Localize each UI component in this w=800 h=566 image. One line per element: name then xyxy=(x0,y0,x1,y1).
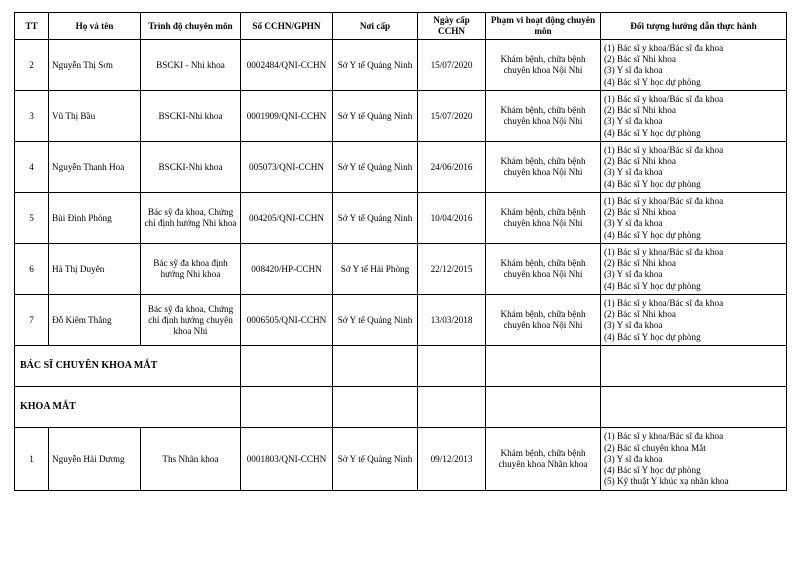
cell-objects xyxy=(601,91,787,142)
cell-scope: Khám bệnh, chữa bệnh chuyên khoa Nội Nhi xyxy=(486,193,601,244)
section-empty-cell xyxy=(333,346,418,387)
cell-tt: 7 xyxy=(15,295,49,346)
object-line: (1) Bác sĩ y khoa/Bác sĩ đa khoa xyxy=(604,298,724,308)
cell-date: 13/03/2018 xyxy=(418,295,486,346)
object-line: (2) Bác sĩ Nhi khoa xyxy=(604,54,676,65)
cell-cchn: 005073/QNI-CCHN xyxy=(241,142,333,193)
section-title: KHOA MẮT xyxy=(15,387,241,428)
cell-scope: Khám bệnh, chữa bệnh chuyên khoa Nhãn khoa xyxy=(486,428,601,491)
section-empty-cell xyxy=(241,387,333,428)
cell-place: Sở Y tế Quảng Ninh xyxy=(333,428,418,491)
cell-objects xyxy=(601,40,787,91)
object-line: (1) Bác sĩ y khoa/Bác sĩ đa khoa xyxy=(604,196,724,206)
cell-tt: 4 xyxy=(15,142,49,193)
table-header xyxy=(15,13,787,40)
cell-level: Bác sỹ đa khoa, Chứng chỉ định hướng chuyên khoa Nhi xyxy=(141,295,241,346)
table-row xyxy=(15,428,787,491)
cell-cchn: 008420/HP-CCHN xyxy=(241,244,333,295)
object-line: (2) Bác sĩ chuyên khoa Mắt xyxy=(604,442,706,453)
cell-name: Nguyễn Thị Sơn xyxy=(49,40,141,91)
cell-scope: Khám bệnh, chữa bệnh chuyên khoa Nội Nhi xyxy=(486,295,601,346)
object-line: (3) Y sĩ đa khoa xyxy=(604,116,663,127)
cell-name: Vũ Thị Bầu xyxy=(49,91,141,142)
object-line: (3) Y sĩ đa khoa xyxy=(604,218,663,229)
object-line: (4) Bác sĩ Y học dự phòng xyxy=(604,331,701,342)
cell-cchn: 0006505/QNI-CCHN xyxy=(241,295,333,346)
cell-cchn: 0002484/QNI-CCHN xyxy=(241,40,333,91)
object-line: (1) Bác sĩ y khoa/Bác sĩ đa khoa xyxy=(604,43,724,53)
object-line: (1) Bác sĩ y khoa/Bác sĩ đa khoa xyxy=(604,94,724,104)
section-empty-cell xyxy=(601,387,787,428)
object-line: (2) Bác sĩ Nhi khoa xyxy=(604,309,676,320)
cell-date: 22/12/2015 xyxy=(418,244,486,295)
cell-scope: Khám bệnh, chữa bệnh chuyên khoa Nội Nhi xyxy=(486,40,601,91)
cell-tt: 5 xyxy=(15,193,49,244)
object-line: (4) Bác sĩ Y học dự phòng xyxy=(604,127,701,138)
cell-level: BSCKI-Nhi khoa xyxy=(141,91,241,142)
cell-name: Hà Thị Duyên xyxy=(49,244,141,295)
cell-level: BSCKI-Nhi khoa xyxy=(141,142,241,193)
object-line: (2) Bác sĩ Nhi khoa xyxy=(604,207,676,218)
cell-place: Sở Y tế Quảng Ninh xyxy=(333,295,418,346)
table-row xyxy=(15,295,787,346)
object-line: (2) Bác sĩ Nhi khoa xyxy=(604,105,676,116)
section-row xyxy=(15,346,787,387)
object-line: (4) Bác sĩ Y học dự phòng xyxy=(604,465,701,476)
column-header-scope: Phạm vi hoạt động chuyên môn xyxy=(486,13,601,40)
object-line: (1) Bác sĩ y khoa/Bác sĩ đa khoa xyxy=(604,431,724,442)
table-body xyxy=(15,40,787,491)
object-line: (4) Bác sĩ Y học dự phòng xyxy=(604,76,701,87)
object-line: (2) Bác sĩ Nhi khoa xyxy=(604,156,676,167)
cell-name: Bùi Đình Phòng xyxy=(49,193,141,244)
column-header-objects: Đối tượng hướng dẫn thực hành xyxy=(601,13,787,40)
column-header-name: Họ và tên xyxy=(49,13,141,40)
cell-tt: 3 xyxy=(15,91,49,142)
table-row xyxy=(15,193,787,244)
object-line: (1) Bác sĩ y khoa/Bác sĩ đa khoa xyxy=(604,145,724,155)
cell-place: Sở Y tế Quảng Ninh xyxy=(333,91,418,142)
cell-level: BSCKI - Nhi khoa xyxy=(141,40,241,91)
table-row xyxy=(15,142,787,193)
cell-scope: Khám bệnh, chữa bệnh chuyên khoa Nội Nhi xyxy=(486,142,601,193)
object-line: (4) Bác sĩ Y học dự phòng xyxy=(604,280,701,291)
cell-objects xyxy=(601,295,787,346)
section-empty-cell xyxy=(418,387,486,428)
cell-name: Nguyễn Thanh Hoa xyxy=(49,142,141,193)
cell-tt: 2 xyxy=(15,40,49,91)
object-line: (2) Bác sĩ Nhi khoa xyxy=(604,258,676,269)
cell-name: Đỗ Kiêm Thắng xyxy=(49,295,141,346)
table-row xyxy=(15,244,787,295)
column-header-level: Trình độ chuyên môn xyxy=(141,13,241,40)
object-line: (4) Bác sĩ Y học dự phòng xyxy=(604,229,701,240)
cell-scope: Khám bệnh, chữa bệnh chuyên khoa Nội Nhi xyxy=(486,244,601,295)
column-header-place: Nơi cấp xyxy=(333,13,418,40)
cell-cchn: 0001803/QNI-CCHN xyxy=(241,428,333,491)
object-line: (1) Bác sĩ y khoa/Bác sĩ đa khoa xyxy=(604,247,724,257)
object-line: (3) Y sĩ đa khoa xyxy=(604,167,663,178)
cell-date: 15/07/2020 xyxy=(418,40,486,91)
cell-name: Nguyễn Hải Dương xyxy=(49,428,141,491)
section-empty-cell xyxy=(241,346,333,387)
cell-level: Bác sỹ đa khoa, Chứng chỉ định hướng Nhi khoa xyxy=(141,193,241,244)
section-empty-cell xyxy=(486,387,601,428)
cell-date: 15/07/2020 xyxy=(418,91,486,142)
object-line: (3) Y sĩ đa khoa xyxy=(604,320,663,331)
column-header-date: Ngày cấp CCHN xyxy=(418,13,486,40)
object-line: (3) Y sĩ đa khoa xyxy=(604,269,663,280)
column-header-tt: TT xyxy=(15,13,49,40)
cell-objects xyxy=(601,193,787,244)
section-row xyxy=(15,387,787,428)
section-empty-cell xyxy=(333,387,418,428)
cell-level: Ths Nhãn khoa xyxy=(141,428,241,491)
cell-place: Sở Y tế Quảng Ninh xyxy=(333,193,418,244)
cell-scope: Khám bệnh, chữa bệnh chuyên khoa Nội Nhi xyxy=(486,91,601,142)
cell-date: 24/06/2016 xyxy=(418,142,486,193)
cell-cchn: 0001909/QNI-CCHN xyxy=(241,91,333,142)
practitioner-table xyxy=(14,12,787,491)
object-line: (4) Bác sĩ Y học dự phòng xyxy=(604,178,701,189)
section-empty-cell xyxy=(418,346,486,387)
object-line: (5) Kỹ thuật Y khúc xạ nhãn khoa xyxy=(604,476,729,487)
cell-place: Sở Y tế Hải Phòng xyxy=(333,244,418,295)
section-empty-cell xyxy=(601,346,787,387)
cell-place: Sở Y tế Quảng Ninh xyxy=(333,40,418,91)
cell-date: 10/04/2016 xyxy=(418,193,486,244)
cell-objects xyxy=(601,428,787,491)
table-header-row xyxy=(15,13,787,40)
column-header-cchn: Số CCHN/GPHN xyxy=(241,13,333,40)
section-empty-cell xyxy=(486,346,601,387)
object-line: (3) Y sĩ đa khoa xyxy=(604,453,663,464)
cell-cchn: 004205/QNI-CCHN xyxy=(241,193,333,244)
cell-tt: 1 xyxy=(15,428,49,491)
cell-objects xyxy=(601,142,787,193)
cell-objects xyxy=(601,244,787,295)
table-row xyxy=(15,91,787,142)
cell-date: 09/12/2013 xyxy=(418,428,486,491)
cell-tt: 6 xyxy=(15,244,49,295)
section-title: BÁC SĨ CHUYÊN KHOA MẮT xyxy=(15,346,241,387)
object-line: (3) Y sĩ đa khoa xyxy=(604,65,663,76)
cell-place: Sở Y tế Quảng Ninh xyxy=(333,142,418,193)
cell-level: Bác sỹ đa khoa định hướng Nhi khoa xyxy=(141,244,241,295)
table-row xyxy=(15,40,787,91)
